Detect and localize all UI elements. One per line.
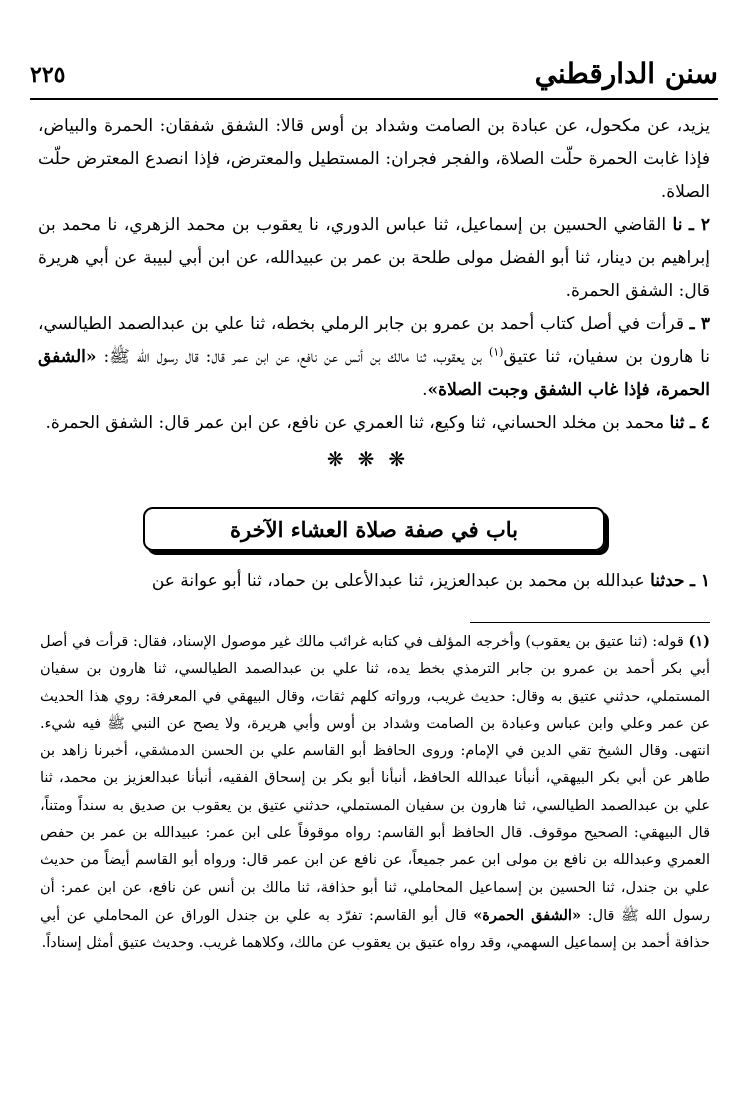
hadith-3 — [38, 308, 710, 407]
hadith-4 — [38, 407, 710, 440]
hadith-end: . — [422, 380, 428, 400]
footnote-mark: (١) — [688, 633, 710, 650]
hadith-2 — [38, 209, 710, 308]
hadith-number: ٤ ـ — [689, 413, 710, 433]
hadith-text: بن يعقوب، ثنا مالك بن أنس عن نافع، عن ابن عمر قال: قال رسول الله ﷺ: — [103, 347, 482, 367]
section-ornament: ❋❋❋ — [326, 447, 420, 471]
hadith-1 — [38, 565, 710, 598]
footnote-ref[interactable]: (١) — [488, 345, 504, 359]
footnote-paragraph — [40, 628, 710, 958]
chapter-text — [38, 565, 710, 598]
hadith-lead: نا — [672, 215, 683, 235]
hadith-lead: حدثنا — [650, 571, 685, 591]
paragraph-text: يزيد، عن مكحول، عن عبادة بن الصامت وشداد بن أوس قالا: الشفق شفقان: الحمرة والبياض، فإذا غابت الحمرة حلّت الصلاة، والفجر فجران: المستطيل والمعترض، فإذا انصدع المعترض حلّت الصلاة. — [38, 116, 710, 202]
footnote-text: قال أبو القاسم: تفرّد به علي بن جندل الوراق عن المحاملي عن أبي حذافة أحمد بن إسماعيل السهمي، وقد رواه عتيق بن يعقوب عن مالك، وكلاهما غريب. وحديث عتيق أمثل إسناداً. — [40, 907, 710, 952]
hadith-text: القاضي الحسين بن إسماعيل، ثنا عباس الدوري، نا يعقوب بن محمد الزهري، نا محمد بن إبراهيم بن دينار، ثنا أبو الفضل مولى طلحة بن عمر بن عبيدالله، عن ابن أبي لبيبة عن أبي هريرة قال: الشفق الحمرة. — [38, 215, 710, 301]
page-number: ٢٢٥ — [30, 62, 66, 88]
hadith-number: ١ ـ — [689, 571, 710, 591]
chapter-title: باب في صفة صلاة العشاء الآخرة — [230, 516, 518, 542]
footnote-text: قوله: (ثنا عتيق بن يعقوب) وأخرجه المؤلف في كتابه غرائب مالك غير موصول الإسناد، فقال: قرأت في أصل أبي بكر أحمد بن عمرو بن جابر الترمذي بخط يده، ثنا علي بن عبدالصمد الطيالسي، ثنا هارون بن سفيان المستملي، حدثني عتيق به وقال: حديث غريب، ورواته كلهم ثقات، وقال البيهقي في المعرفة: روي هذا الحديث عن عمر وعلي وابن عباس وعبادة بن الصامت وشداد بن أوس وأبي هريرة، ولا يصح عن النبي ﷺ فيه شيء. انتهى. وقال الشيخ تقي الدين في الإمام: وروى الحافظ أبو القاسم علي بن الحسن الدمشقي، أخبرنا زاهد بن طاهر عن أبي بكر البيهقي، أنبأنا عبدالله الحافظ، أنبأنا أبو بكر بن إسحاق الفقيه، أنبأنا عبدالعزيز بن محمد، ثنا علي بن عبدالصمد الطيالسي، ثنا هارون بن سفيان المستملي، حدثني عتيق بن يعقوب بن صديق به سنداً ومتناً، قال البيهقي: الصحيح موقوف. قال الحافظ أبو القاسم: رواه موقوفاً على ابن عمر: عبيدالله بن عمر بن حفص العمري وعبدالله بن نافع بن مولى ابن عمر جميعاً، عن نافع عن ابن عمر قال: ورواه أبو القاسم أيضاً من حديث علي بن جندل، ثنا الحسين بن إسماعيل المحاملي، ثنا أبو حذافة، ثنا مالك بن أنس عن نافع، عن ابن عمر: أن رسول الله ﷺ قال: — [40, 634, 711, 924]
chapter-heading — [143, 507, 605, 551]
footnote — [40, 628, 710, 958]
book-title: سنن الدارقطني — [534, 57, 718, 90]
footnote-quote: «الشفق الحمرة» — [473, 906, 582, 924]
hadith-number: ٢ ـ — [688, 215, 711, 235]
hadith-quote: «الشفق الحمرة، فإذا غاب الشفق وجبت الصلاة» — [38, 347, 710, 400]
page-header — [30, 52, 718, 100]
hadith-number: ٣ ـ — [689, 314, 711, 334]
hadith-text: قرأت في أصل كتاب أحمد بن عمرو بن جابر الرملي بخطه، ثنا علي بن عبدالصمد الطيالسي، نا هارون بن سفيان، ثنا عتيق — [38, 314, 711, 367]
hadith-text: محمد بن مخلد الحساني، ثنا وكيع، ثنا العمري عن نافع، عن ابن عمر قال: الشفق الحمرة. — [45, 413, 665, 433]
hadith-lead: ثنا — [669, 413, 685, 433]
footnote-divider — [470, 622, 710, 623]
main-text — [38, 110, 710, 440]
hadith-text: عبدالله بن محمد بن عبدالعزيز، ثنا عبدالأعلى بن حماد، ثنا أبو عوانة عن — [151, 571, 645, 591]
paragraph-continuation — [38, 110, 710, 209]
